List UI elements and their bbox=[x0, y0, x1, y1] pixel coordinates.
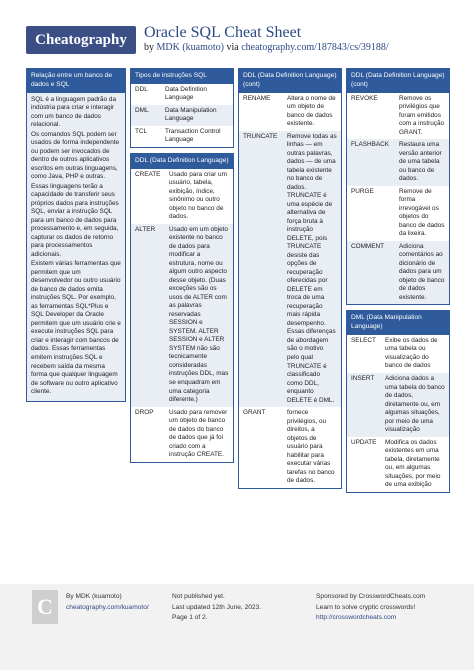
page-title: Oracle SQL Cheat Sheet bbox=[144, 24, 302, 41]
column-4 bbox=[346, 68, 450, 493]
row-command: GRANT bbox=[243, 409, 266, 417]
box-ddl-cont-heading: DDL (Data Definition Language) (cont) bbox=[239, 69, 341, 93]
table-row bbox=[347, 437, 449, 492]
author-link[interactable]: MDK (kuamoto) bbox=[156, 42, 224, 53]
box-tipos bbox=[130, 68, 234, 148]
box-tipos-heading: Tipos de instruções SQL bbox=[131, 69, 233, 84]
row-command: DDL bbox=[135, 85, 148, 93]
box-ddl-cont bbox=[238, 68, 342, 489]
paragraph: Existem várias ferramentas que permitem que um desenvolvedor ou outro usuário de banco de dados emita instruções SQL. Por exemplo, as ferramentas SQL*Plus e SQL Developer da Oracle permitem que um usuário crie e execute instruções SQL para criar e interagir com bancos de dados. Essas ferramentas emitem instruções SQL e recebem saída da mesma forma que qualquer linguagem de software ou outro aplicativo cliente. bbox=[31, 260, 121, 396]
publish-status: Not published yet. bbox=[172, 593, 225, 600]
table-row bbox=[239, 131, 341, 408]
table-row bbox=[131, 224, 233, 407]
paragraph: Essas linguagens terão a capacidade de transferir seus próprios dados para instruções SQL, enviar a instrução SQL para um banco de dados para processamento e, em seguida, capturar os dados de retorno para processamentos adicionais. bbox=[31, 182, 119, 258]
footer-author-name[interactable]: MDK (kuamoto) bbox=[75, 593, 122, 600]
footer-author-link[interactable]: cheatography.com/kuamoto/ bbox=[66, 603, 149, 611]
row-command: PURGE bbox=[351, 187, 374, 195]
table-row bbox=[347, 139, 449, 186]
page-header bbox=[0, 0, 474, 62]
box-dml bbox=[346, 310, 450, 492]
table-row bbox=[131, 105, 233, 126]
row-description: Restaura uma versão anterior de uma tabela ou banco de dados. bbox=[399, 141, 442, 183]
box-ddl-heading: DDL (Data Definition Language) bbox=[131, 154, 233, 169]
row-description: Modifica os dados existentes em uma tabela, diretamente ou, em algumas situações, por meio de uma exibição bbox=[385, 438, 441, 489]
column-2 bbox=[130, 68, 234, 463]
byline-prefix: by bbox=[144, 42, 154, 53]
footer-status bbox=[172, 592, 292, 624]
footer-sponsor bbox=[316, 592, 466, 624]
row-command: DROP bbox=[135, 408, 154, 416]
row-command: TCL bbox=[135, 127, 148, 135]
box-ddl-cont-2-heading: DDL (Data Definition Language) (cont) bbox=[347, 69, 449, 93]
table-row bbox=[347, 93, 449, 140]
row-description: Adiciona dados a uma tabela do banco de dados, diretamente ou, em algumas situações, por meio de uma visualização bbox=[385, 374, 445, 434]
row-description: Data Definition Language bbox=[165, 85, 207, 102]
sheet-url-link[interactable]: cheatography.com/187843/cs/39188/ bbox=[241, 42, 389, 53]
row-description: Exibe os dados de uma tabela ou visualização do banco de dados bbox=[385, 336, 438, 370]
table-row bbox=[347, 186, 449, 241]
row-command: COMMENT bbox=[351, 242, 385, 250]
row-command: INSERT bbox=[351, 374, 375, 382]
page-number: Page 1 of 2. bbox=[172, 614, 208, 622]
table-row bbox=[131, 169, 233, 224]
table-row bbox=[347, 373, 449, 437]
last-updated: Last updated 12th June, 2023. bbox=[172, 603, 262, 611]
column-3 bbox=[238, 68, 342, 489]
box-dml-heading: DML (Data Manipulation Language) bbox=[347, 311, 449, 335]
row-command: ALTER bbox=[135, 225, 156, 233]
row-description: Remove de forma irrevogável os objetos do banco de dados da lixeira. bbox=[399, 187, 445, 238]
row-command: TRUNCATE bbox=[243, 132, 278, 140]
row-description: fornece privilégios, ou direitos, a objetos de usuário para habilitar para executar várias tarefas no banco de dados. bbox=[287, 409, 335, 485]
row-description: Transaction Control Language bbox=[165, 127, 221, 144]
table-row bbox=[239, 407, 341, 488]
row-command: DML bbox=[135, 106, 149, 114]
byline-via: via bbox=[226, 42, 239, 53]
row-command: FLASHBACK bbox=[351, 141, 390, 149]
row-description: Usado em um objeto existente no banco de dados para modificar a estrutura, nome ou algum outro aspecto desse objeto. (Duas exceções são os usos de ALTER com as palavras reservadas SESSION e SYSTEM. ALTER SESSION e ALTER SYSTEM não são tecnicamente consideradas instruções DDL, mas se enquadram em uma categoria diferente.) bbox=[169, 225, 229, 404]
column-1 bbox=[26, 68, 126, 402]
table-row bbox=[131, 407, 233, 462]
cheatography-logo[interactable]: Cheatography bbox=[26, 26, 136, 54]
table-row bbox=[131, 126, 233, 147]
row-command: REVOKE bbox=[351, 94, 378, 102]
byline bbox=[144, 42, 389, 53]
paragraph: Os comandos SQL podem ser usados de forma independente ou podem ser invocados de dentro de outros aplicativos escritos em outras linguagens, como Java, PHP e outras. bbox=[31, 130, 120, 181]
box-relacao-body bbox=[27, 93, 125, 401]
row-command: CREATE bbox=[135, 170, 161, 178]
row-description: Remove os privilégios que foram emitidos com a instrução GRANT. bbox=[399, 94, 445, 136]
sponsor-name[interactable]: CrosswordCheats.com bbox=[358, 593, 426, 600]
row-description: Remove todas as linhas — em outras palavras, dados — de uma tabela existente no banco de dados. TRUNCATE é uma espécie de alternativa de força bruta à instrução DELETE, pois TRUNCATE desiste das opções de recuperação oferecidas por DELETE em troca de uma recuperação mais rápida desempenho. Essas diferenças de abordagem são o motivo pelo qual TRUNCATE é classificado como DDL, enquanto DELETE é DML. bbox=[287, 132, 337, 404]
box-relacao bbox=[26, 68, 126, 402]
table-row bbox=[239, 93, 341, 131]
box-ddl bbox=[130, 153, 234, 463]
table-row bbox=[347, 241, 449, 305]
row-command: RENAME bbox=[243, 94, 271, 102]
row-command: UPDATE bbox=[351, 438, 377, 446]
sponsor-prefix: Sponsored by bbox=[316, 593, 357, 600]
sponsor-tagline: Learn to solve cryptic crosswords! bbox=[316, 603, 416, 611]
table-row bbox=[347, 335, 449, 373]
paragraph: SQL é a linguagem padrão da indústria para criar e interagir com um banco de dados relacional. bbox=[31, 95, 117, 129]
table-row bbox=[131, 84, 233, 105]
row-description: Altera o nome de um objeto de banco de dados existente. bbox=[287, 94, 336, 128]
cheatography-badge-icon: C bbox=[32, 590, 58, 624]
row-description: Usado para criar um usuário, tabela, exibição, índice, sinônimo ou outro objeto no banco de dados. bbox=[169, 170, 227, 221]
row-description: Adiciona comentários ao dicionário de dados para um objeto de banco de dados existente. bbox=[399, 242, 445, 301]
row-description: Usado para remover um objeto de banco de dados do banco de dados que já foi criado com a instrução CREATE. bbox=[169, 408, 228, 459]
footer-author bbox=[66, 592, 156, 613]
box-ddl-cont-2 bbox=[346, 68, 450, 305]
box-relacao-heading: Relação entre um banco de dados e SQL bbox=[27, 69, 125, 93]
row-description: Data Manipulation Language bbox=[165, 106, 217, 123]
sponsor-link[interactable]: http://crosswordcheats.com bbox=[316, 614, 397, 622]
row-command: SELECT bbox=[351, 336, 376, 344]
footer-author-prefix: By bbox=[66, 593, 74, 600]
